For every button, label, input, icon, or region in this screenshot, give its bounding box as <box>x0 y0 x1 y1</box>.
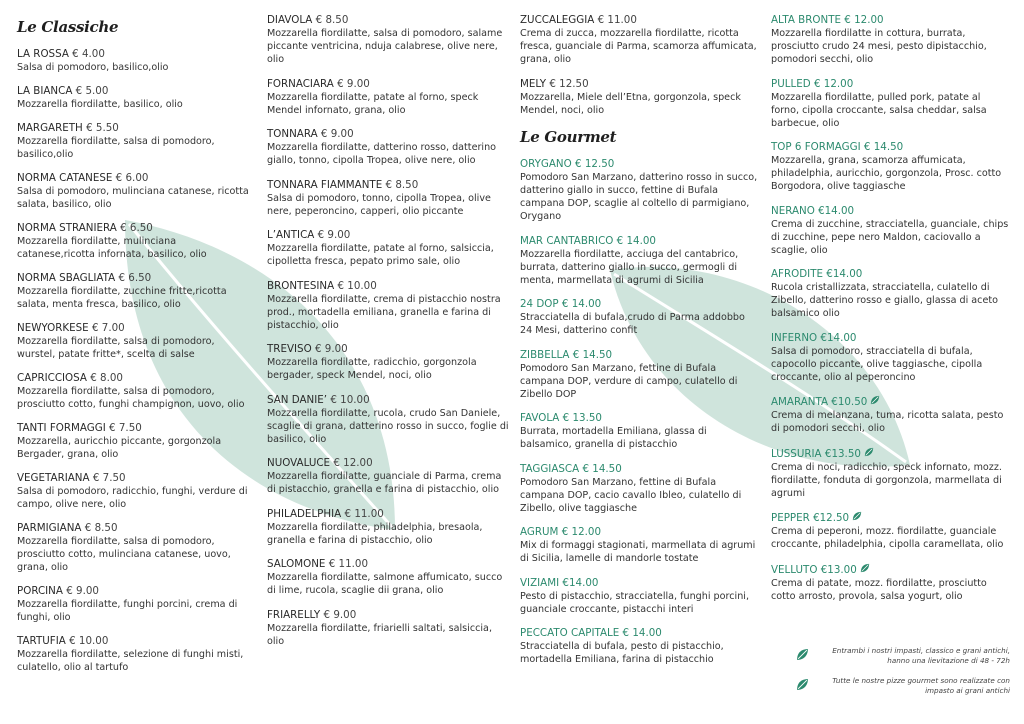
menu-item <box>267 179 509 218</box>
pizza-price: € 9.00 <box>317 229 351 241</box>
leaf-icon <box>852 511 862 525</box>
pizza-price: € 8.50 <box>315 14 349 26</box>
menu-item-header <box>771 395 1011 409</box>
pizza-name: NERANO <box>771 204 815 217</box>
pizza-price: € 14.00 <box>616 234 656 247</box>
menu-item-header <box>267 229 509 242</box>
pizza-name: LA BIANCA <box>17 85 73 97</box>
menu-item <box>17 222 255 261</box>
pizza-name: 24 DOP <box>520 298 559 310</box>
menu-item <box>520 526 760 565</box>
pizza-description: Mozzarella fiordilatte, patate al forno, speck Mendel infornato, grana, olio <box>267 91 479 116</box>
menu-item-header <box>771 332 1011 345</box>
pizza-name: TREVISO <box>267 343 312 355</box>
menu-item <box>267 280 509 332</box>
menu-item-header <box>17 322 255 335</box>
menu-item-header <box>771 141 1011 154</box>
menu-item-header <box>520 577 760 590</box>
leaf-icon <box>864 447 874 461</box>
pizza-price: € 11.00 <box>328 558 369 570</box>
column-gourmet-2 <box>771 14 1011 614</box>
pizza-name: TONNARA FIAMMANTE <box>267 178 383 191</box>
pizza-description: Mozzarella fiordilatte, pulled pork, patate al forno, cipolla croccante, salsa cheddar, salsa barbecue, olio <box>771 91 987 129</box>
pizza-name: NUOVALUCE <box>267 457 331 469</box>
menu-item <box>520 14 760 66</box>
pizza-price: € 7.50 <box>92 472 126 484</box>
menu-item <box>520 298 760 337</box>
menu-item <box>267 558 509 597</box>
menu-item <box>771 447 1011 500</box>
pizza-description: Mozzarella fiordilatte, acciuga del cantabrico, burrata, datterino giallo in succo, germogli di menta, marmellata di agrumi di Sicilia <box>520 248 739 286</box>
menu-item-header <box>267 179 509 192</box>
leaf-icon <box>796 648 809 664</box>
menu-item <box>771 332 1011 384</box>
pizza-price: € 9.00 <box>320 128 354 140</box>
menu-item <box>17 422 255 461</box>
pizza-description: Pomodoro San Marzano, datterino rosso in succo, datterino giallo in succo, fettine di Bufala campana DOP, scaglie al coltello di parmigiano, Orygano <box>520 172 758 222</box>
pizza-price: € 7.50 <box>109 422 142 434</box>
pizza-name: AGRUM <box>520 526 559 538</box>
pizza-description: Mozzarella fiordilatte, patate al forno, salsiccia, cipolletta fresca, pepato primo sale, olio <box>267 243 494 267</box>
pizza-price: €13.50 <box>824 447 861 460</box>
menu-item <box>267 457 509 496</box>
pizza-name: PARMIGIANA <box>17 522 82 534</box>
column-3 <box>520 14 760 678</box>
pizza-description: Salsa di pomodoro, mulinciana catanese, ricotta salata, basilico, olio <box>17 186 249 210</box>
pizza-price: € 8.50 <box>385 178 419 191</box>
pizza-description: Mozzarella fiordilatte, philadelphia, bresaola, granella e farina di pistacchio, olio <box>267 521 483 546</box>
menu-item <box>267 508 509 547</box>
menu-item <box>771 563 1011 603</box>
pizza-price: € 14.50 <box>582 462 622 475</box>
pizza-price: €14.00 <box>826 268 863 280</box>
pizza-price: €10.50 <box>831 396 868 408</box>
menu-item-header <box>17 122 255 135</box>
menu-item <box>17 322 255 361</box>
pizza-description: Mozzarella fiordilatte, zucchine fritte,ricotta salata, menta fresca, basilico, olio <box>17 286 227 310</box>
pizza-price: € 14.50 <box>572 348 613 361</box>
section-title-gourmet: Le Gourmet <box>520 128 617 146</box>
pizza-price: € 6.50 <box>120 222 153 234</box>
pizza-name: ALTA BRONTE <box>771 14 841 26</box>
menu-item <box>17 85 255 111</box>
pizza-name: VIZIAMI <box>520 576 560 589</box>
pizza-price: € 12.50 <box>549 77 589 90</box>
pizza-name: PECCATO CAPITALE <box>520 627 620 639</box>
pizza-name: FAVOLA <box>520 412 560 424</box>
menu-item <box>267 229 509 268</box>
pizza-name: L’ANTICA <box>267 229 315 241</box>
menu-item <box>520 577 760 616</box>
pizza-description: Rucola cristallizzata, stracciatella, culatello di Zibello, datterino rosso e giallo, glassa di aceto balsamico olio <box>771 282 998 319</box>
leaf-icon <box>870 395 880 409</box>
pizza-description: Pomodoro San Marzano, fettine di Bufala campana DOP, cacio cavallo Ibleo, culatello di Zibello, olive taggiasche <box>520 476 742 514</box>
pizza-description: Mozzarella fiordilatte, radicchio, gorgonzola bergader, speck Mendel, noci, olio <box>267 357 477 381</box>
footnote-impasti <box>790 646 1010 666</box>
pizza-name: NORMA STRANIERA <box>17 222 117 234</box>
leaf-icon <box>860 563 870 577</box>
menu-item <box>17 172 255 211</box>
pizza-price: € 10.00 <box>69 635 109 647</box>
pizza-description: Stracciatella di bufala,crudo di Parma addobbo 24 Mesi, datterino confit <box>520 312 745 336</box>
menu-item-header <box>520 349 760 362</box>
pizza-description: Salsa di pomodoro, basilico,olio <box>17 62 169 73</box>
menu-item-header <box>771 78 1011 91</box>
menu-item-header <box>771 511 1011 525</box>
menu-item <box>17 48 255 74</box>
pizza-price: € 14.50 <box>863 141 904 153</box>
menu-item <box>17 372 255 411</box>
menu-item-header <box>771 268 1011 281</box>
menu-item <box>267 78 509 117</box>
menu-item-header <box>520 463 760 476</box>
pizza-name: ZUCCALEGGIA <box>520 14 595 26</box>
pizza-description: Mozzarella fiordilatte, funghi porcini, crema di funghi, olio <box>17 599 238 623</box>
pizza-price: € 8.50 <box>84 522 118 534</box>
menu-item <box>267 128 509 167</box>
pizza-name: TAGGIASCA <box>520 462 580 475</box>
menu-item <box>771 268 1011 320</box>
menu-item <box>267 343 509 382</box>
menu-item <box>771 14 1011 66</box>
menu-item-header <box>17 472 255 485</box>
menu-item-header <box>771 563 1011 577</box>
pizza-description: Mozzarella fiordilatte, selezione di funghi misti, culatello, olio al tartufo <box>17 649 244 673</box>
menu-item-header <box>267 343 509 356</box>
pizza-description: Salsa di pomodoro, stracciatella di bufala, capocollo piccante, olive taggiasche, cipolla croccante, olio al peperoncino <box>771 345 983 383</box>
pizza-price: € 10.00 <box>330 393 370 406</box>
pizza-price: € 5.50 <box>86 122 119 134</box>
menu-item <box>520 235 760 287</box>
pizza-price: € 4.00 <box>72 48 105 60</box>
menu-item-header <box>520 235 760 248</box>
menu-item-header <box>17 585 255 598</box>
menu-item-header <box>520 78 760 91</box>
menu-item-header <box>17 85 255 98</box>
pizza-price: € 11.00 <box>597 14 637 26</box>
pizza-name: TARTUFIA <box>17 635 66 647</box>
menu-item <box>771 205 1011 257</box>
pizza-price: € 9.00 <box>337 77 370 90</box>
pizza-description: Mozzarella fiordilatte, crema di pistacchio nostra prod., mortadella emiliana, granella e farina di pistacchio, olio <box>267 293 501 331</box>
pizza-price: € 6.00 <box>115 172 149 184</box>
pizza-name: BRONTESINA <box>267 279 335 292</box>
pizza-name: LA ROSSA <box>17 48 69 60</box>
pizza-price: € 9.00 <box>66 585 99 597</box>
menu-item-header <box>520 627 760 640</box>
footnotes <box>790 646 1010 706</box>
pizza-name: PHILADELPHIA <box>267 507 342 520</box>
footnote-gourmet <box>790 676 1010 696</box>
pizza-price: €14.00 <box>820 331 857 344</box>
pizza-name: TOP 6 FORMAGGI <box>771 141 861 153</box>
menu-item <box>267 394 509 446</box>
menu-item-header <box>17 522 255 535</box>
menu-item-header <box>17 272 255 285</box>
menu-item-header <box>520 526 760 539</box>
menu-item-header <box>267 128 509 141</box>
menu-item <box>17 472 255 511</box>
menu-item-header <box>17 635 255 648</box>
pizza-name: AFRODITE <box>771 268 823 280</box>
footnote-text: Tutte le nostre pizze gourmet sono realizzate con impasto ai grani antichi <box>832 676 1010 695</box>
pizza-name: PORCINA <box>17 585 63 597</box>
pizza-name: NORMA CATANESE <box>17 172 113 184</box>
pizza-description: Mozzarella fiordilatte, basilico, olio <box>17 99 183 110</box>
menu-item <box>771 141 1011 193</box>
pizza-description: Pomodoro San Marzano, fettine di Bufala campana DOP, verdure di campo, culatello di Zibello DOP <box>520 362 738 400</box>
pizza-price: € 9.00 <box>314 343 348 355</box>
menu-item <box>267 14 509 66</box>
section-title-classiche: Le Classiche <box>17 18 119 36</box>
menu-item <box>17 585 255 624</box>
pizza-description: Crema di melanzana, tuma, ricotta salata, pesto di pomodori secchi, olio <box>771 410 1004 434</box>
menu-item-header <box>267 280 509 293</box>
pizza-price: € 9.00 <box>323 608 357 621</box>
pizza-price: € 10.00 <box>337 279 377 292</box>
pizza-price: € 8.00 <box>90 372 123 384</box>
menu-item-header <box>267 609 509 622</box>
pizza-price: € 12.00 <box>813 77 854 90</box>
pizza-description: Salsa di pomodoro, radicchio, funghi, verdure di campo, olive nere, olio <box>17 486 248 510</box>
pizza-name: NEWYORKESE <box>17 322 89 334</box>
menu-item-header <box>267 394 509 407</box>
menu-item <box>17 522 255 574</box>
pizza-price: € 14.00 <box>561 298 602 310</box>
pizza-name: MAR CANTABRICO <box>520 234 614 247</box>
menu-item <box>17 272 255 311</box>
menu-item <box>520 463 760 515</box>
pizza-name: NORMA SBAGLIATA <box>17 272 116 284</box>
menu-item-header <box>17 172 255 185</box>
menu-item-header <box>771 205 1011 218</box>
pizza-description: Mozzarella fiordilatte, guanciale di Parma, crema di pistacchio, granella e farina di pistacchio, olio <box>267 471 502 495</box>
menu-item <box>520 412 760 451</box>
pizza-description: Mozzarella fiordilatte, salsa di pomodoro, basilico,olio <box>17 136 215 160</box>
pizza-name: VEGETARIANA <box>17 472 90 484</box>
pizza-description: Crema di patate, mozz. fiordilatte, prosciutto cotto arrosto, provola, salsa yogurt, olio <box>771 577 987 602</box>
pizza-name: DIAVOLA <box>267 14 313 26</box>
pizza-name: SAN DANIE’ <box>267 393 328 406</box>
menu-item-header <box>520 14 760 27</box>
pizza-name: INFERNO <box>771 331 818 344</box>
pizza-description: Pesto di pistacchio, stracciatella, funghi porcini, guanciale croccante, pistacchi interi <box>520 590 749 615</box>
menu-item-header <box>771 14 1011 27</box>
pizza-name: SALOMONE <box>267 558 326 570</box>
pizza-price: € 11.00 <box>344 507 384 520</box>
pizza-name: TANTI FORMAGGI <box>17 422 106 434</box>
menu-item-header <box>520 298 760 311</box>
pizza-description: Mozzarella fiordilatte, salsa di pomodoro, prosciutto cotto, funghi champignon, uovo, olio <box>17 386 245 410</box>
menu-item-header <box>267 78 509 91</box>
pizza-price: € 12.00 <box>844 14 884 26</box>
pizza-description: Mozzarella fiordilatte, salsa di pomodoro, wurstel, patate fritte*, scelta di salse <box>17 336 215 360</box>
pizza-description: Mozzarella, Miele dell’Etna, gorgonzola, speck Mendel, noci, olio <box>520 91 741 116</box>
pizza-description: Mozzarella fiordilatte, salsa di pomodoro, salame piccante ventricina, nduja calabrese, olive nere, olio <box>267 28 503 65</box>
menu-item <box>771 395 1011 435</box>
pizza-name: FORNACIARA <box>267 77 334 90</box>
menu-item <box>520 78 760 117</box>
menu-item <box>520 158 760 223</box>
menu-item-header <box>520 412 760 425</box>
menu-item-header <box>267 558 509 571</box>
pizza-name: LUSSURIA <box>771 447 822 460</box>
menu-item-header <box>267 14 509 27</box>
column-classiche <box>17 14 255 685</box>
pizza-price: €13.00 <box>820 563 857 576</box>
pizza-description: Salsa di pomodoro, tonno, cipolla Tropea, olive nere, peperoncino, capperi, olio piccante <box>267 192 491 217</box>
pizza-description: Mozzarella fiordilatte, salsa di pomodoro, prosciutto cotto, mulinciana catanese, uovo, grana, olio <box>17 536 231 573</box>
pizza-price: €12.50 <box>813 512 850 524</box>
pizza-name: PULLED <box>771 77 811 90</box>
pizza-name: MARGARETH <box>17 122 83 134</box>
footnote-text: Entrambi i nostri impasti, classico e grani antichi, hanno una lievitazione di 48 - 72h <box>832 646 1010 665</box>
pizza-description: Burrata, mortadella Emiliana, glassa di balsamico, granella di pistacchio <box>520 426 707 450</box>
pizza-description: Mozzarella fiordilatte, rucola, crudo San Daniele, scaglie di grana, datterino rosso in succo, foglie di basilico, olio <box>267 407 509 445</box>
pizza-name: PEPPER <box>771 512 810 524</box>
pizza-price: € 14.00 <box>622 627 662 639</box>
menu-item-header <box>267 457 509 470</box>
pizza-description: Mozzarella fiordilatte, friarielli saltati, salsiccia, olio <box>267 622 492 647</box>
pizza-price: € 6.50 <box>118 272 152 284</box>
pizza-price: € 12.00 <box>333 457 373 469</box>
pizza-name: CAPRICCIOSA <box>17 372 87 384</box>
pizza-description: Crema di zucchine, stracciatella, guanciale, chips di zucchine, pepe nero Maldon, caciovallo a scaglie, olio <box>771 218 1009 256</box>
pizza-description: Mozzarella fiordilatte, salmone affumicato, succo di lime, rucola, scaglie dii grana, olio <box>267 572 503 596</box>
menu-item <box>771 511 1011 551</box>
menu-item <box>520 349 760 401</box>
pizza-name: VELLUTO <box>771 563 818 576</box>
menu-item-header <box>17 372 255 385</box>
pizza-description: Mozzarella fiordilatte, mulinciana catanese,ricotta infornata, basilico, olio <box>17 236 207 260</box>
pizza-name: MELY <box>520 77 547 90</box>
menu-item-header <box>267 508 509 521</box>
pizza-description: Mozzarella, auricchio piccante, gorgonzola Bergader, grana, olio <box>17 436 222 460</box>
pizza-name: TONNARA <box>267 128 318 140</box>
pizza-price: € 5.00 <box>75 85 109 97</box>
pizza-price: €14.00 <box>562 576 599 589</box>
pizza-name: ZIBBELLA <box>520 348 570 361</box>
pizza-description: Mozzarella fiordilatte, datterino rosso, datterino giallo, tonno, cipolla Tropea, olive nere, olio <box>267 142 497 166</box>
pizza-price: € 13.50 <box>562 412 602 424</box>
pizza-description: Crema di noci, radicchio, speck infornato, mozz. fiordilatte, fonduta di gorgonzola, marmellata di agrumi <box>771 461 1002 499</box>
menu-item-header <box>520 158 760 171</box>
leaf-icon <box>796 678 809 694</box>
pizza-description: Crema di zucca, mozzarella fiordilatte, ricotta fresca, guanciale di Parma, scamorza affumicata, grana, olio <box>520 28 757 65</box>
menu-item <box>771 78 1011 130</box>
column-classiche-2 <box>267 14 509 659</box>
menu-item <box>520 627 760 666</box>
pizza-name: FRIARELLY <box>267 608 321 621</box>
pizza-description: Mix di formaggi stagionati, marmellata di agrumi di Sicilia, lamelle di mandorle tostate <box>520 540 756 564</box>
menu-item-header <box>17 222 255 235</box>
menu-item <box>17 122 255 161</box>
pizza-name: ORYGANO <box>520 158 572 170</box>
pizza-name: AMARANTA <box>771 396 828 408</box>
menu-item <box>267 609 509 648</box>
pizza-price: € 12.50 <box>575 158 615 170</box>
menu-item-header <box>771 447 1011 461</box>
pizza-description: Mozzarella fiordilatte in cottura, burrata, prosciutto crudo 24 mesi, pesto dipistacchio, pomodori secchi, olio <box>771 28 987 65</box>
pizza-description: Crema di peperoni, mozz. fiordilatte, guanciale croccante, philadelphia, cipolla caramellata, olio <box>771 526 1004 550</box>
pizza-price: € 12.00 <box>561 526 602 538</box>
pizza-price: €14.00 <box>818 204 855 217</box>
menu-item <box>17 635 255 674</box>
pizza-description: Stracciatella di bufala, pesto di pistacchio, mortadella Emiliana, farina di pistacchio <box>520 641 724 665</box>
pizza-price: € 7.00 <box>91 322 125 334</box>
pizza-description: Mozzarella, grana, scamorza affumicata, philadelphia, auricchio, gorgonzola, Prosc. cotto Borgodora, olive taggiasche <box>771 155 1002 192</box>
menu-item-header <box>17 48 255 61</box>
menu-item-header <box>17 422 255 435</box>
